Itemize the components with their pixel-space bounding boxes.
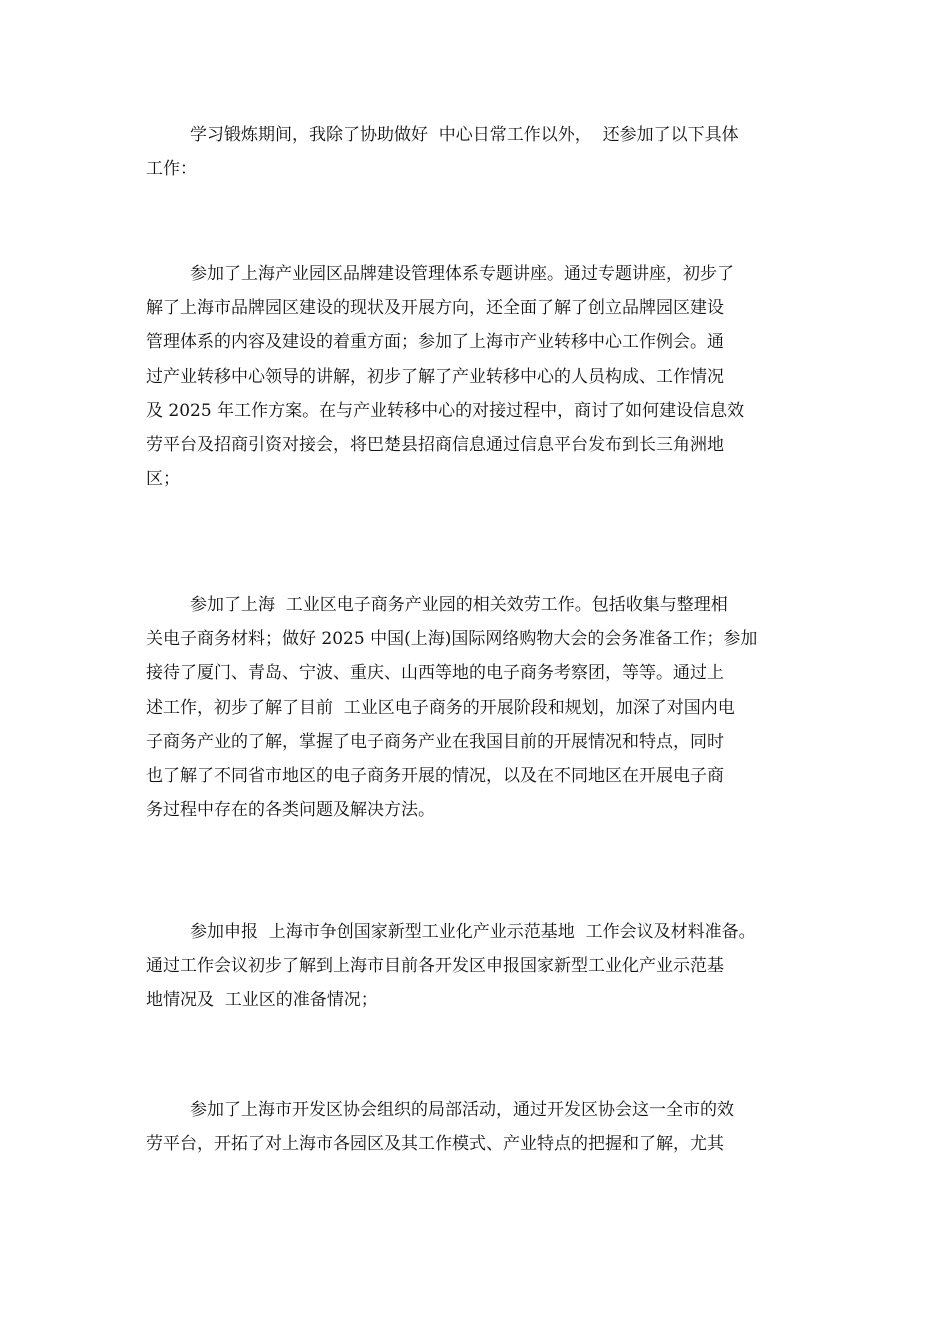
paragraph-line: 劳平台及招商引资对接会，将巴楚县招商信息通过信息平台发布到长三角洲地 — [146, 435, 724, 456]
paragraph-line: 述工作，初步了解了目前 工业区电子商务的开展阶段和规划，加深了对国内电 — [146, 697, 735, 718]
paragraph-line: 通过工作会议初步了解到上海市目前各开发区申报国家新型工业化产业示范基 — [146, 956, 724, 977]
paragraph-5 — [146, 1093, 816, 1161]
paragraph-line: 解了上海市品牌园区建设的现状及开展方向，还全面了解了创立品牌园区建设 — [146, 298, 724, 319]
paragraph-line: 参加申报 上海市争创国家新型工业化产业示范基地 工作会议及材料准备。 — [190, 922, 756, 942]
paragraph-line: 参加了上海市开发区协会组织的局部活动，通过开发区协会这一全市的效 — [190, 1100, 734, 1120]
paragraph-4 — [146, 915, 816, 1018]
paragraph-line: 关电子商务材料；做好 2025 中国(上海)国际网络购物大会的会务准备工作；参加 — [146, 629, 758, 650]
paragraph-line: 子商务产业的了解，掌握了电子商务产业在我国目前的开展情况和特点，同时 — [146, 731, 724, 752]
paragraph-1 — [146, 118, 816, 186]
paragraph-line: 地情况及 工业区的准备情况； — [146, 990, 378, 1011]
paragraph-2 — [146, 257, 816, 496]
paragraph-line: 接待了厦门、青岛、宁波、重庆、山西等地的电子商务考察团，等等。通过上 — [146, 663, 724, 684]
paragraph-line: 参加了上海产业园区品牌建设管理体系专题讲座。通过专题讲座，初步了 — [190, 264, 734, 284]
paragraph-line: 区； — [146, 469, 180, 490]
paragraph-3 — [146, 588, 816, 827]
paragraph-line: 管理体系的内容及建设的着重方面；参加了上海市产业转移中心工作例会。通 — [146, 332, 724, 353]
paragraph-line: 务过程中存在的各类问题及解决方法。 — [146, 800, 435, 821]
paragraph-line: 学习锻炼期间，我除了协助做好 中心日常工作以外， 还参加了以下具体 — [190, 125, 739, 145]
paragraph-line: 劳平台，开拓了对上海市各园区及其工作模式、产业特点的把握和了解，尤其 — [146, 1134, 724, 1155]
paragraph-line: 也了解了不同省市地区的电子商务开展的情况，以及在不同地区在开展电子商 — [146, 766, 724, 787]
paragraph-line: 工作： — [146, 159, 197, 180]
paragraph-line: 过产业转移中心领导的讲解，初步了解了产业转移中心的人员构成、工作情况 — [146, 366, 724, 387]
paragraph-line: 参加了上海 工业区电子商务产业园的相关效劳工作。包括收集与整理相 — [190, 595, 728, 615]
paragraph-line: 及 2025 年工作方案。在与产业转移中心的对接过程中，商讨了如何建设信息效 — [146, 400, 745, 421]
